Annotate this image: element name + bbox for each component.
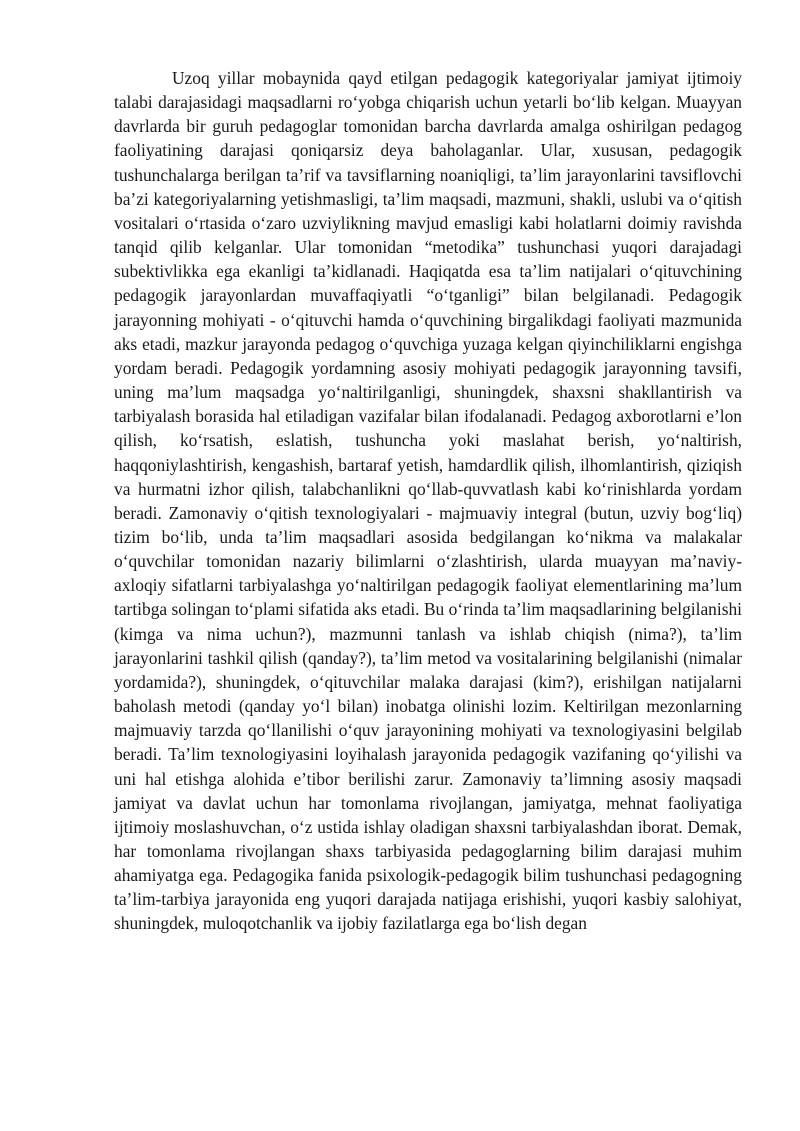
document-page: [114, 66, 742, 936]
body-paragraph: Uzoq yillar mobaynida qayd etilgan pedagogik kategoriyalar jamiyat ijtimoiy talabi darajasidagi maqsadlarni ro‘yobga chiqarish uchun yetarli bo‘lib kelgan. Muayyan davrlarda bir guruh pedagoglar tomonidan barcha davrlarda amalga oshirilgan pedagog faoliyatining darajasi qoniqarsiz deya baholaganlar. Ular, xususan, pedagogik tushunchalarga berilgan ta’rif va tavsiflarning noaniqligi, ta’lim jarayonlarini tavsiflovchi ba’zi kategoriyalarning yetishmasligi, ta’lim maqsadi, mazmuni, shakli, uslubi va o‘qitish vositalari o‘rtasida o‘zaro uzviylikning mavjud emasligi kabi holatlarni doimiy ravishda tanqid qilib kelganlar. Ular tomonidan “metodika” tushunchasi yuqori darajadagi subektivlikka ega ekanligi ta’kidlanadi. Haqiqatda esa ta’lim natijalari o‘qituvchining pedagogik jarayonlardan muvaffaqiyatli “o‘tganligi” bilan belgilanadi. Pedagogik jarayonning mohiyati - o‘qituvchi hamda o‘quvchining birgalikdagi faoliyati mazmunida aks etadi, mazkur jarayonda pedagog o‘quvchiga yuzaga kelgan qiyinchiliklarni engishga yordam beradi. Pedagogik yordamning asosiy mohiyati pedagogik jarayonning tavsifi, uning ma’lum maqsadga yo‘naltirilganligi, shuningdek, shaxsni shakllantirish va tarbiyalash borasida hal etiladigan vazifalar bilan ifodalanadi. Pedagog axborotlarni e’lon qilish, ko‘rsatish, eslatish, tushuncha yoki maslahat berish, yo‘naltirish, haqqoniylashtirish, kengashish, bartaraf yetish, hamdardlik qilish, ilhomlantirish, qiziqish va hurmatni izhor qilish, talabchanlikni qo‘llab-quvvatlash kabi ko‘rinishlarda yordam beradi. Zamonaviy o‘qitish texnologiyalari - majmuaviy integral (butun, uzviy bog‘liq) tizim bo‘lib, unda ta’lim maqsadlari asosida bedgilangan ko‘nikma va malakalar o‘quvchilar tomonidan nazariy bilimlarni o‘zlashtirish, ularda muayyan ma’naviy- axloqiy sifatlarni tarbiyalashga yo‘naltirilgan pedagogik faoliyat elementlarining ma’lum tartibga solingan to‘plami sifatida aks etadi. Bu o‘rinda ta’lim maqsadlarining belgilanishi (kimga va nima uchun?), mazmunni tanlash va ishlab chiqish (nima?), ta’lim jarayonlarini tashkil qilish (qanday?), ta’lim metod va vositalarining belgilanishi (nimalar yordamida?), shuningdek, o‘qituvchilar malaka darajasi (kim?), erishilgan natijalarni baholash metodi (qanday yo‘l bilan) inobatga olinishi lozim. Keltirilgan mezonlarning majmuaviy tarzda qo‘llanilishi o‘quv jarayonining mohiyati va texnologiyasini belgilab beradi. Ta’lim texnologiyasini loyihalash jarayonida pedagogik vazifaning qo‘yilishi va uni hal etishga alohida e’tibor berilishi zarur. Zamonaviy ta’limning asosiy maqsadi jamiyat va davlat uchun har tomonlama rivojlangan, jamiyatga, mehnat faoliyatiga ijtimoiy moslashuvchan, o‘z ustida ishlay oladigan shaxsni tarbiyalashdan iborat. Demak, har tomonlama rivojlangan shaxs tarbiyasida pedagoglarning bilim darajasi muhim ahamiyatga ega. Pedagogika fanida psixologik-pedagogik bilim tushunchasi pedagogning ta’lim-tarbiya jarayonida eng yuqori darajada natijaga erishishi, yuqori kasbiy salohiyat, shuningdek, muloqotchanlik va ijobiy fazilatlarga ega bo‘lish degan: [114, 68, 742, 934]
